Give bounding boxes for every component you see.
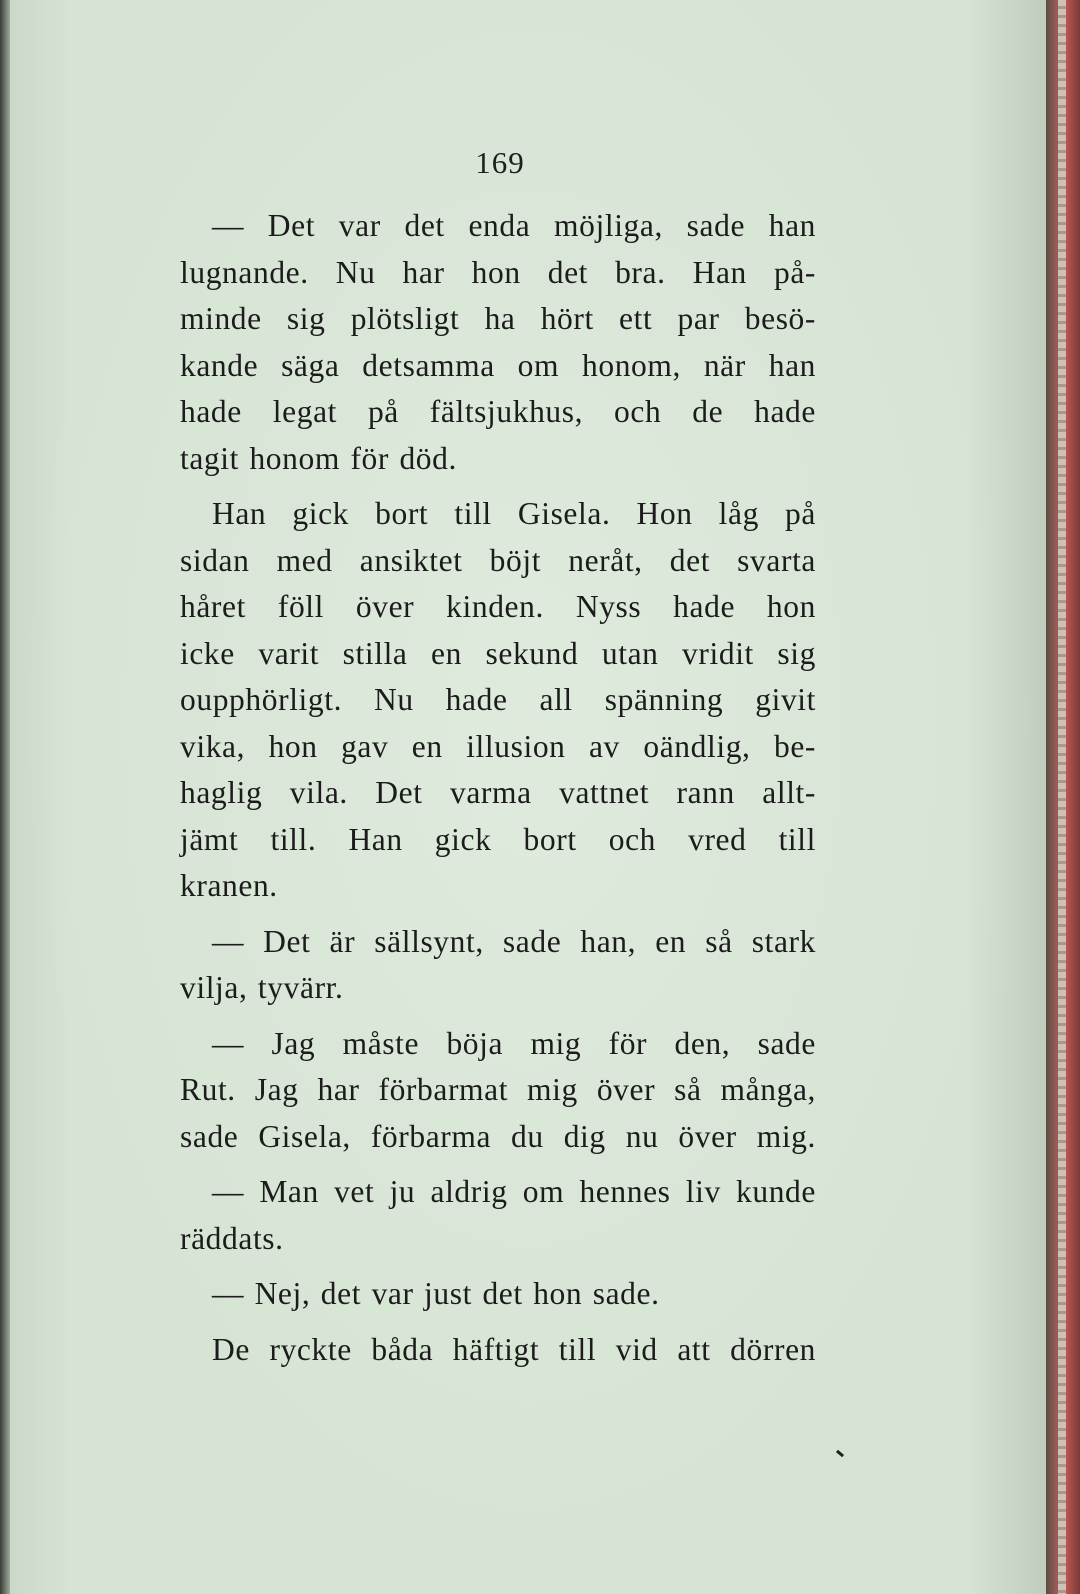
paragraph [180, 203, 816, 482]
text-line: tagit honom för död. [180, 440, 457, 476]
text-line: vika, hon gav en illusion av oändlig, be- [180, 728, 816, 764]
text-line: icke varit stilla en sekund utan vridit sig [180, 635, 816, 671]
text-line: kande säga detsamma om honom, när han [180, 347, 816, 383]
text-line: jämt till. Han gick bort och vred till [180, 821, 816, 857]
text-line: sade Gisela, förbarma du dig nu över mig. [180, 1118, 816, 1154]
body-text [180, 203, 816, 1382]
paragraph [180, 491, 816, 910]
text-line: De ryckte båda häftigt till vid att dörren [212, 1331, 816, 1367]
text-line: — Man vet ju aldrig om hennes liv kunde [212, 1174, 816, 1209]
text-line: sidan med ansiktet böjt neråt, det svarta [180, 542, 816, 578]
text-line: håret föll över kinden. Nyss hade hon [180, 589, 816, 624]
page-number: 169 [475, 145, 525, 180]
text-line: oupphörligt. Nu hade all spänning givit [180, 682, 816, 717]
cover-label-strip [1058, 0, 1066, 1594]
text-line: Rut. Jag har förbarmat mig över så många, [180, 1072, 816, 1107]
text-line: — Det var det enda möjliga, sade han [212, 208, 816, 243]
text-line: — Det är sällsynt, sade han, en så stark [212, 923, 816, 959]
paragraph [180, 1169, 816, 1262]
text-line: minde sig plötsligt ha hört ett par besö- [180, 301, 816, 336]
text-line: Han gick bort till Gisela. Hon låg på [212, 496, 816, 531]
text-line: — Nej, det var just det hon sade. [212, 1276, 660, 1311]
paragraph [180, 919, 816, 1012]
text-line: — Jag måste böja mig för den, sade [212, 1025, 816, 1061]
text-line: hade legat på fältsjukhus, och de hade [180, 394, 816, 429]
text-line: kranen. [180, 868, 278, 903]
text-line: räddats. [180, 1220, 284, 1256]
text-line: vilja, tyvärr. [180, 970, 344, 1005]
paragraph [180, 1271, 816, 1318]
text-line: haglig vila. Det varma vattnet rann allt- [180, 775, 816, 810]
paragraph [180, 1021, 816, 1161]
paragraph [180, 1327, 816, 1374]
text-line: lugnande. Nu har hon det bra. Han på- [180, 254, 816, 290]
